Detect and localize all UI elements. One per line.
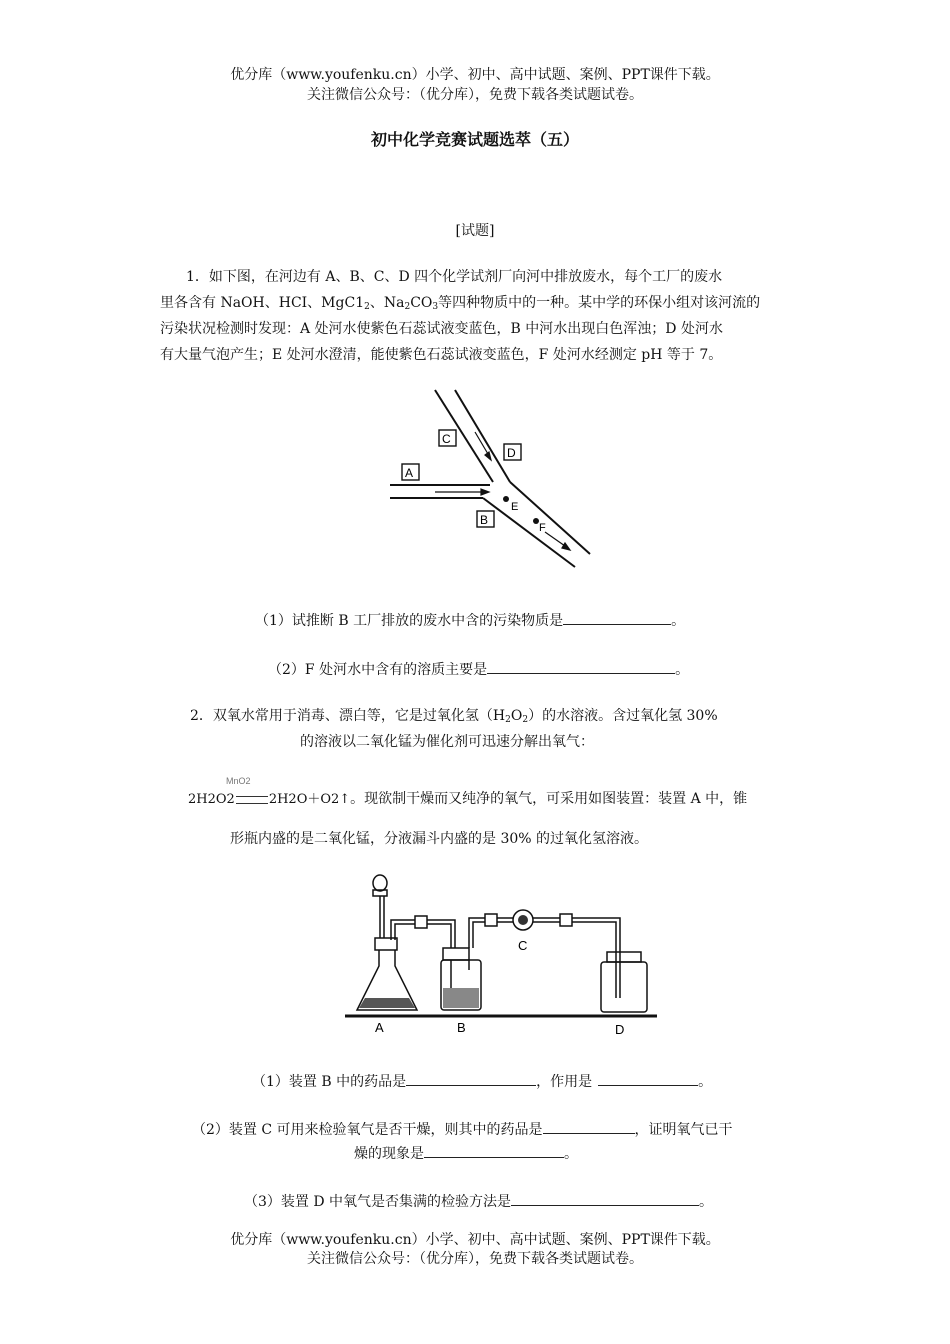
page-title: 初中化学竞赛试题选萃（五） [370, 130, 579, 149]
bottle-b-stopper [443, 948, 469, 960]
q1-line-2-c: CO [410, 295, 433, 311]
q2-line-1 [190, 704, 718, 732]
q2-sub2-a: （2）装置 C 可用来检验氧气是否干燥，则其中的药品是 [192, 1122, 543, 1138]
q2-sub1-a: （1）装置 B 中的药品是 [252, 1074, 407, 1090]
label-apparatus-d: D [615, 1022, 625, 1037]
q2-sub-3 [244, 1190, 713, 1214]
q2-sub2-c: 燥的现象是 [354, 1146, 424, 1162]
q2-line-3: 。现欲制干燥而又纯净的氧气，可采用如图装置：装置 A 中，锥 [350, 791, 748, 807]
flask-a-stopper [375, 938, 397, 950]
q2-sub-2-cont [354, 1142, 578, 1166]
label-d: D [507, 446, 516, 460]
q1-line-4: 有大量气泡产生；E 处河水澄清，能使紫色石蕊试液变蓝色，F 处河水经测定 pH 等于 7。 [160, 347, 723, 363]
label-a: A [405, 466, 414, 480]
q1-sub-1 [255, 609, 685, 633]
catalyst-label: MnO2 [226, 776, 251, 786]
q2-equation-line [188, 787, 747, 812]
q1-line-2-d: 等四种物质中的一种。某中学的环保小组对该河流的 [438, 295, 761, 311]
label-apparatus-b: B [457, 1020, 466, 1035]
funnel-top [373, 875, 387, 891]
q2-sub-2 [192, 1118, 733, 1142]
q2-sub-1: 2 [505, 715, 511, 725]
q1-line-2-a: 里各含有 NaOH、HCI、MgC1 [160, 295, 365, 311]
river-diagram [385, 382, 605, 572]
label-apparatus-c: C [518, 938, 528, 953]
q2-line-4: 形瓶内盛的是二氧化锰，分液漏斗内盛的是 30% 的过氧化氢溶液。 [230, 831, 649, 847]
apparatus-diagram [345, 870, 660, 1040]
q1-line-1: 1．如下图，在河边有 A、B、C、D 四个化学试剂厂向河中排放废水，每个工厂的废水 [186, 269, 723, 285]
q1-sub2-end: 。 [675, 662, 690, 678]
q1-sub1-end: 。 [671, 613, 686, 629]
section-label: [试题] [455, 223, 495, 239]
footer-line-2: 关注微信公众号：（优分库），免费下载各类试题试卷。 [307, 1251, 643, 1267]
equation-left: 2H2O2 [188, 792, 235, 807]
q1-sub-2: 2 [404, 302, 411, 312]
header-line-1: 优分库（www.youfenku.cn）小学、初中、高中试题、案例、PPT课件下载。 [230, 67, 720, 83]
q1-sub2-text: （2）F 处河水中含有的溶质主要是 [268, 662, 488, 678]
flask-a-contents [359, 998, 415, 1008]
q2-sub2-blank-2[interactable] [424, 1142, 564, 1158]
label-f: F [539, 522, 546, 534]
q1-sub-2 [268, 658, 689, 682]
header-line-2: 关注微信公众号：（优分库），免费下载各类试题试卷。 [307, 87, 643, 103]
river-down-upper-bank [510, 482, 590, 554]
q2-sub1-end: 。 [698, 1074, 713, 1090]
q2-sub1-b: ，作用是 [536, 1074, 593, 1090]
q1-sub-3: 3 [432, 302, 439, 312]
bottle-b-liquid [443, 988, 479, 1008]
q2-sub2-blank-1[interactable] [543, 1118, 635, 1134]
q2-line-1-a: 2．双氧水常用于消毒、漂白等，它是过氧化氢（H [190, 708, 506, 724]
equation-equals [236, 796, 268, 804]
q2-sub2-b: ，证明氧气已干 [634, 1122, 733, 1138]
q1-sub2-blank[interactable] [487, 658, 675, 674]
label-b: B [480, 513, 489, 527]
q2-sub2-end: 。 [564, 1146, 578, 1162]
river-down-lower-bank [483, 498, 575, 567]
q2-sub1-blank-2[interactable] [598, 1070, 698, 1086]
q2-sub3-end: 。 [699, 1194, 714, 1210]
equation-right: 2H2O＋O2↑ [268, 792, 351, 807]
q2-sub3-a: （3）装置 D 中氧气是否集满的检验方法是 [244, 1194, 512, 1210]
point-e-marker [503, 496, 509, 502]
footer-line-1: 优分库（www.youfenku.cn）小学、初中、高中试题、案例、PPT课件下载。 [230, 1232, 720, 1248]
q2-sub1-blank-1[interactable] [406, 1070, 536, 1086]
q1-sub-1: 2 [364, 302, 370, 312]
q1-sub1-blank[interactable] [563, 609, 671, 625]
q1-sub1-text: （1）试推断 B 工厂排放的废水中含的污染物质是 [255, 613, 564, 629]
q1-line-2 [160, 291, 760, 319]
label-c: C [442, 432, 451, 446]
label-e: E [511, 501, 519, 513]
q2-sub-1 [252, 1070, 712, 1094]
q2-sub3-blank[interactable] [511, 1190, 699, 1206]
q2-line-2: 的溶液以二氧化锰为催化剂可迅速分解出氧气： [300, 734, 594, 750]
q2-line-1-c: ）的水溶液。含过氧化氢 30% [528, 708, 718, 724]
q1-line-3: 污染状况检测时发现：A 处河水使紫色石蕊试液变蓝色，B 中河水出现白色浑浊；D 处河水 [160, 321, 723, 337]
q2-sub-2: 2 [522, 715, 529, 725]
label-apparatus-a: A [375, 1020, 384, 1035]
q1-line-2-b: 、Na [369, 295, 405, 311]
q2-line-1-b: O [510, 708, 523, 724]
bottle-d-neck [607, 952, 641, 962]
bottle-d [601, 962, 647, 1012]
